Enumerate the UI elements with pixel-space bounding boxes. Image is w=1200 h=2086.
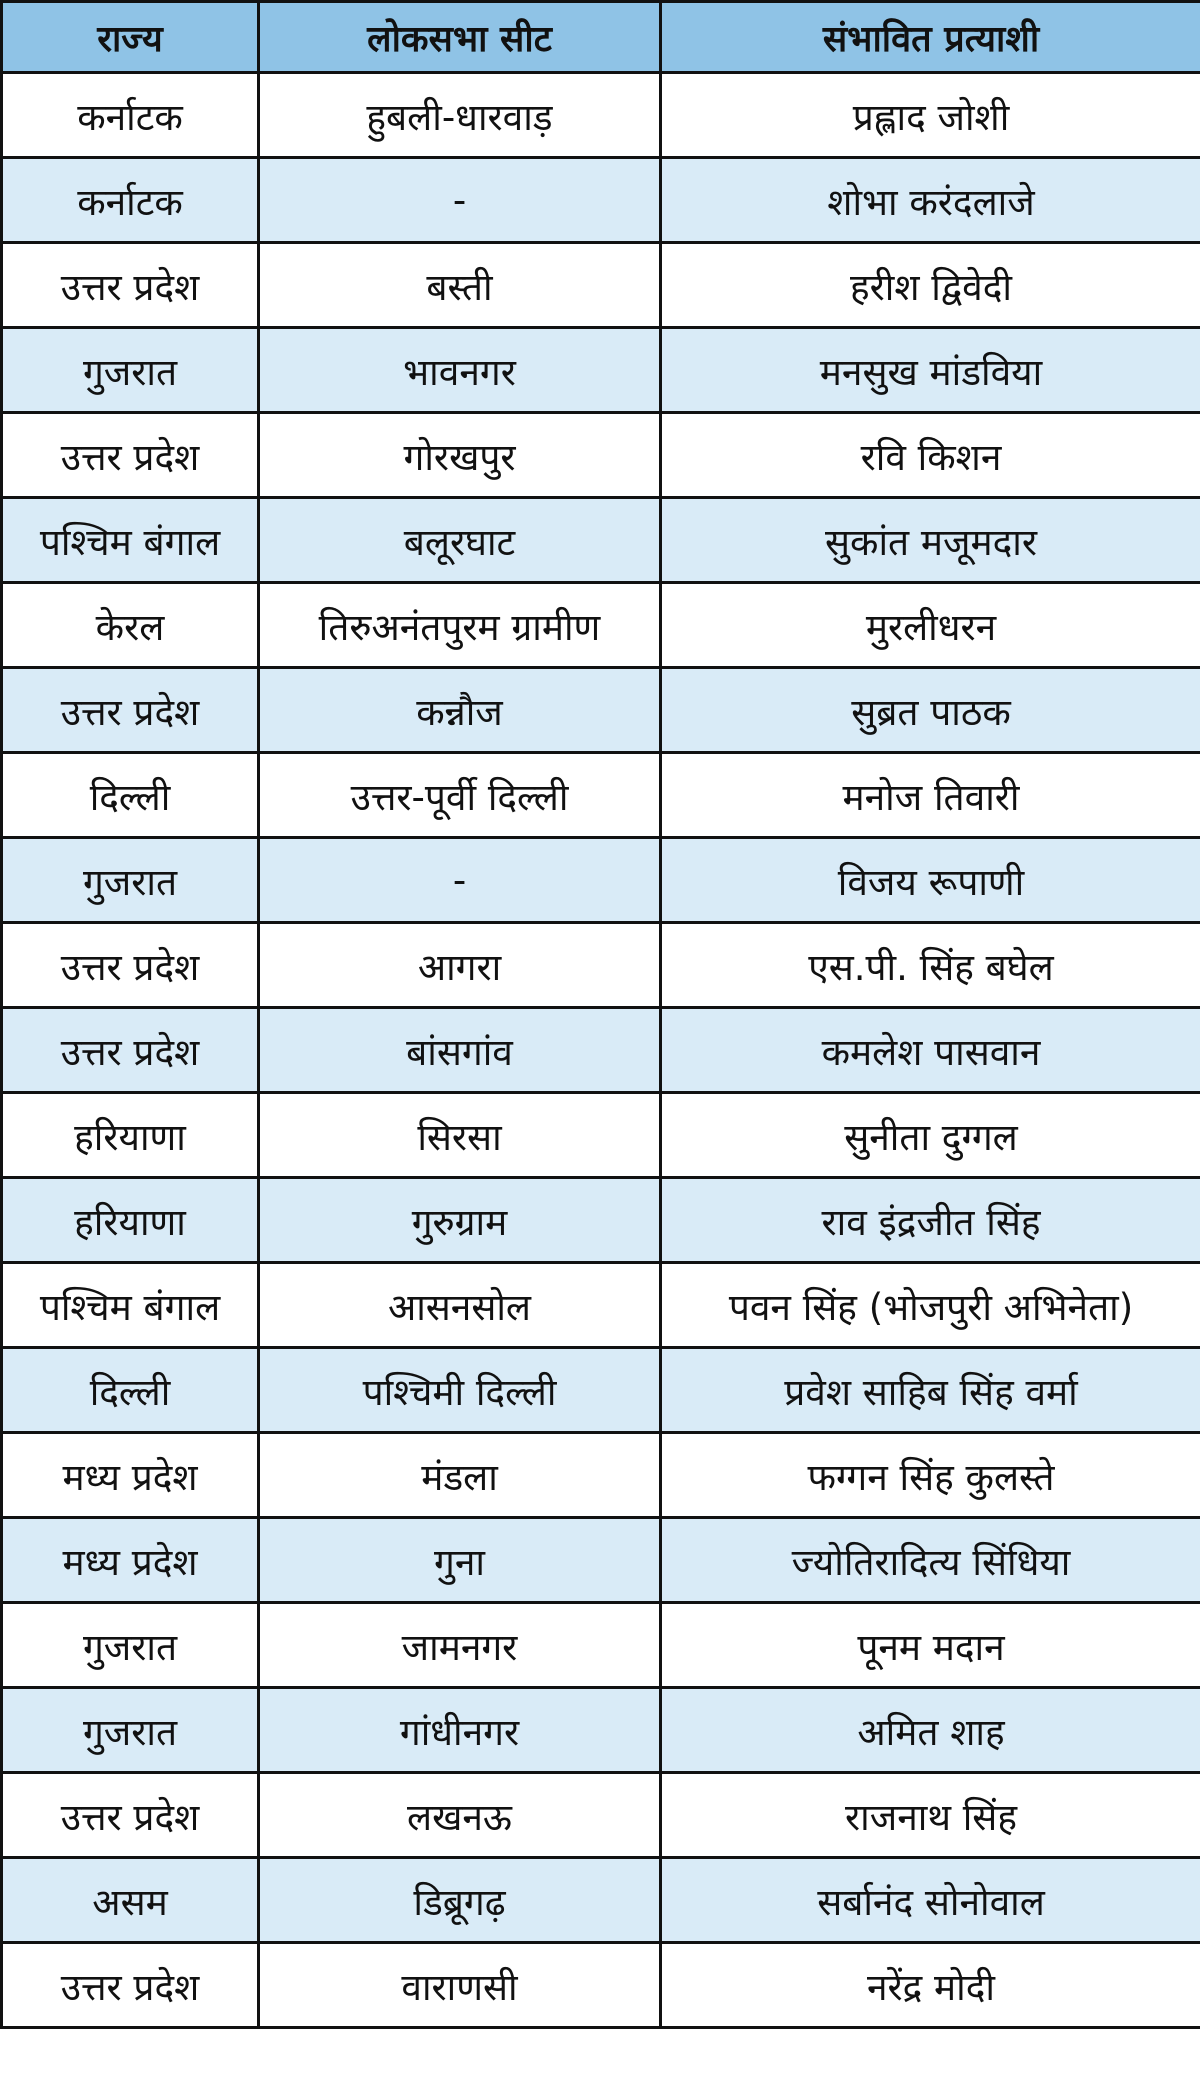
candidate-cell: राव इंद्रजीत सिंह — [661, 1178, 1200, 1263]
seat-cell: उत्तर-पूर्वी दिल्ली — [259, 753, 661, 838]
state-cell: उत्तर प्रदेश — [2, 413, 259, 498]
seat-cell: - — [259, 838, 661, 923]
state-cell: गुजरात — [2, 1603, 259, 1688]
table-row — [2, 1773, 1200, 1858]
candidate-cell: पवन सिंह (भोजपुरी अभिनेता) — [661, 1263, 1200, 1348]
state-cell: उत्तर प्रदेश — [2, 243, 259, 328]
state-cell: उत्तर प्रदेश — [2, 923, 259, 1008]
header-loksabha-seat: लोकसभा सीट — [259, 2, 661, 73]
seat-cell: गुना — [259, 1518, 661, 1603]
table-row — [2, 1348, 1200, 1433]
table-row — [2, 1688, 1200, 1773]
state-cell: गुजरात — [2, 328, 259, 413]
table-row — [2, 583, 1200, 668]
seat-cell: कन्नौज — [259, 668, 661, 753]
seat-cell: - — [259, 158, 661, 243]
state-cell: उत्तर प्रदेश — [2, 668, 259, 753]
table-row — [2, 158, 1200, 243]
candidate-cell: प्रवेश साहिब सिंह वर्मा — [661, 1348, 1200, 1433]
state-cell: मध्य प्रदेश — [2, 1518, 259, 1603]
candidate-cell: प्रह्लाद जोशी — [661, 73, 1200, 158]
table-row — [2, 413, 1200, 498]
state-cell: पश्चिम बंगाल — [2, 498, 259, 583]
state-cell: गुजरात — [2, 838, 259, 923]
state-cell: असम — [2, 1858, 259, 1943]
candidate-cell: शोभा करंदलाजे — [661, 158, 1200, 243]
seat-cell: पश्चिमी दिल्ली — [259, 1348, 661, 1433]
table-row — [2, 1518, 1200, 1603]
candidate-cell: कमलेश पासवान — [661, 1008, 1200, 1093]
state-cell: पश्चिम बंगाल — [2, 1263, 259, 1348]
seat-cell: मंडला — [259, 1433, 661, 1518]
state-cell: दिल्ली — [2, 1348, 259, 1433]
seat-cell: हुबली-धारवाड़ — [259, 73, 661, 158]
state-cell: उत्तर प्रदेश — [2, 1943, 259, 2028]
state-cell: कर्नाटक — [2, 158, 259, 243]
table-header-row — [2, 2, 1200, 73]
table-row — [2, 1093, 1200, 1178]
candidate-cell: नरेंद्र मोदी — [661, 1943, 1200, 2028]
table-row — [2, 668, 1200, 753]
candidate-cell: सुब्रत पाठक — [661, 668, 1200, 753]
candidate-cell: एस.पी. सिंह बघेल — [661, 923, 1200, 1008]
candidate-cell: सुनीता दुग्गल — [661, 1093, 1200, 1178]
seat-cell: जामनगर — [259, 1603, 661, 1688]
state-cell: उत्तर प्रदेश — [2, 1773, 259, 1858]
table-row — [2, 1433, 1200, 1518]
candidate-cell: मनसुख मांडविया — [661, 328, 1200, 413]
seat-cell: लखनऊ — [259, 1773, 661, 1858]
state-cell: गुजरात — [2, 1688, 259, 1773]
state-cell: केरल — [2, 583, 259, 668]
candidate-cell: राजनाथ सिंह — [661, 1773, 1200, 1858]
candidate-cell: फग्गन सिंह कुलस्ते — [661, 1433, 1200, 1518]
candidate-cell: विजय रूपाणी — [661, 838, 1200, 923]
candidate-cell: हरीश द्विवेदी — [661, 243, 1200, 328]
seat-cell: भावनगर — [259, 328, 661, 413]
table-body — [2, 73, 1200, 2028]
state-cell: कर्नाटक — [2, 73, 259, 158]
seat-cell: गांधीनगर — [259, 1688, 661, 1773]
candidate-cell: सुकांत मजूमदार — [661, 498, 1200, 583]
table-row — [2, 498, 1200, 583]
seat-cell: आसनसोल — [259, 1263, 661, 1348]
table-row — [2, 1008, 1200, 1093]
table-row — [2, 1178, 1200, 1263]
seat-cell: गोरखपुर — [259, 413, 661, 498]
table-row — [2, 328, 1200, 413]
candidate-cell: सर्बानंद सोनोवाल — [661, 1858, 1200, 1943]
seat-cell: सिरसा — [259, 1093, 661, 1178]
seat-cell: तिरुअनंतपुरम ग्रामीण — [259, 583, 661, 668]
table-row — [2, 73, 1200, 158]
table-row — [2, 243, 1200, 328]
seat-cell: आगरा — [259, 923, 661, 1008]
seat-cell: गुरुग्राम — [259, 1178, 661, 1263]
state-cell: हरियाणा — [2, 1093, 259, 1178]
state-cell: हरियाणा — [2, 1178, 259, 1263]
state-cell: उत्तर प्रदेश — [2, 1008, 259, 1093]
candidate-cell: अमित शाह — [661, 1688, 1200, 1773]
candidate-cell: मुरलीधरन — [661, 583, 1200, 668]
candidate-cell: ज्योतिरादित्य सिंधिया — [661, 1518, 1200, 1603]
seat-cell: बांसगांव — [259, 1008, 661, 1093]
table-row — [2, 753, 1200, 838]
table-row — [2, 1603, 1200, 1688]
table-row — [2, 923, 1200, 1008]
table-row — [2, 1263, 1200, 1348]
state-cell: मध्य प्रदेश — [2, 1433, 259, 1518]
seat-cell: डिब्रूगढ़ — [259, 1858, 661, 1943]
seat-cell: बस्ती — [259, 243, 661, 328]
candidate-cell: पूनम मदान — [661, 1603, 1200, 1688]
header-state: राज्य — [2, 2, 259, 73]
table-row — [2, 1858, 1200, 1943]
table-row — [2, 838, 1200, 923]
table-row — [2, 1943, 1200, 2028]
candidate-cell: रवि किशन — [661, 413, 1200, 498]
seat-cell: वाराणसी — [259, 1943, 661, 2028]
header-probable-candidate: संभावित प्रत्याशी — [661, 2, 1200, 73]
seat-cell: बलूरघाट — [259, 498, 661, 583]
state-cell: दिल्ली — [2, 753, 259, 838]
candidate-cell: मनोज तिवारी — [661, 753, 1200, 838]
